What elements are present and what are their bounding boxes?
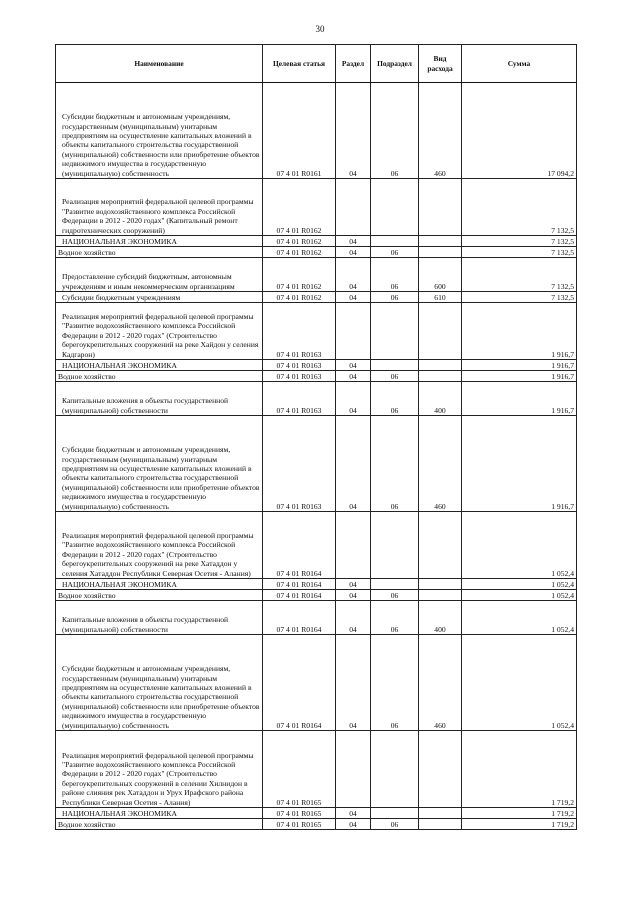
row-target-article: 07 4 01 R0162 <box>263 258 336 292</box>
row-section: 04 <box>336 819 371 830</box>
row-section: 04 <box>336 416 371 512</box>
header-name: Наименование <box>56 45 263 83</box>
row-amount: 7 132,5 <box>462 258 577 292</box>
row-section: 04 <box>336 258 371 292</box>
row-target-article: 07 4 01 R0164 <box>263 635 336 731</box>
row-expense-type: 610 <box>419 292 462 303</box>
row-subsection <box>371 579 419 590</box>
row-name: Водное хозяйство <box>56 590 263 601</box>
row-section: 04 <box>336 292 371 303</box>
table-row <box>56 819 577 830</box>
table-row <box>56 83 577 179</box>
table-row <box>56 808 577 819</box>
row-name: Реализация мероприятий федеральной целевой программы "Развитие водохозяйственного комплекса Российской Федерации в 2012 - 2020 годах" (Капитальный ремонт гидротехнических сооружений) <box>56 179 263 236</box>
table-row <box>56 416 577 512</box>
row-section: 04 <box>336 382 371 416</box>
row-subsection: 06 <box>371 382 419 416</box>
row-name: Реализация мероприятий федеральной целевой программы "Развитие водохозяйственного комплекса Российской Федерации в 2012 - 2020 годах" (Строительство берегоукрепительных сооружений на реке Хатаддон у селения Хатаддон Республики Северная Осетия - Алания) <box>56 512 263 579</box>
row-subsection <box>371 236 419 247</box>
row-target-article: 07 4 01 R0163 <box>263 360 336 371</box>
row-section <box>336 731 371 808</box>
row-amount: 1 719,2 <box>462 808 577 819</box>
row-name: НАЦИОНАЛЬНАЯ ЭКОНОМИКА <box>56 236 263 247</box>
row-name: Водное хозяйство <box>56 819 263 830</box>
row-section: 04 <box>336 601 371 635</box>
row-subsection: 06 <box>371 819 419 830</box>
row-name: Водное хозяйство <box>56 247 263 258</box>
header-target-article: Целевая статья <box>263 45 336 83</box>
row-subsection: 06 <box>371 247 419 258</box>
page-number: 30 <box>315 24 325 34</box>
row-target-article: 07 4 01 R0165 <box>263 808 336 819</box>
row-subsection: 06 <box>371 371 419 382</box>
row-name: Водное хозяйство <box>56 371 263 382</box>
row-name: Субсидии бюджетным и автономным учреждениям, государственным (муниципальным) унитарным предприятиям на осуществление капитальных вложений в объекты капитального строительства государственной (муниципальной) собственности или приобретение объектов недвижимого имущества в государственную (муниципальную) собственность <box>56 416 263 512</box>
table-row <box>56 360 577 371</box>
row-amount: 1 052,4 <box>462 601 577 635</box>
header-section: Раздел <box>336 45 371 83</box>
row-target-article: 07 4 01 R0162 <box>263 247 336 258</box>
row-section: 04 <box>336 83 371 179</box>
row-amount: 1 052,4 <box>462 512 577 579</box>
row-section: 04 <box>336 247 371 258</box>
table-row <box>56 731 577 808</box>
row-expense-type <box>419 819 462 830</box>
row-target-article: 07 4 01 R0163 <box>263 416 336 512</box>
row-expense-type <box>419 179 462 236</box>
row-amount: 1 719,2 <box>462 731 577 808</box>
row-section: 04 <box>336 635 371 731</box>
row-amount: 1 719,2 <box>462 819 577 830</box>
table-row <box>56 635 577 731</box>
row-name: Капитальные вложения в объекты государственной (муниципальной) собственности <box>56 601 263 635</box>
header-expense-type: Вид расхода <box>419 45 462 83</box>
row-expense-type <box>419 590 462 601</box>
row-section: 04 <box>336 236 371 247</box>
row-amount: 1 916,7 <box>462 360 577 371</box>
row-subsection <box>371 808 419 819</box>
table-row <box>56 258 577 292</box>
row-expense-type <box>419 808 462 819</box>
row-target-article: 07 4 01 R0162 <box>263 292 336 303</box>
row-section: 04 <box>336 808 371 819</box>
row-subsection: 06 <box>371 601 419 635</box>
row-amount: 1 052,4 <box>462 579 577 590</box>
row-name: Субсидии бюджетным и автономным учреждениям, государственным (муниципальным) унитарным предприятиям на осуществление капитальных вложений в объекты капитального строительства государственной (муниципальной) собственности или приобретение объектов недвижимого имущества в государственную (муниципальную) собственность <box>56 635 263 731</box>
row-subsection <box>371 731 419 808</box>
row-name: НАЦИОНАЛЬНАЯ ЭКОНОМИКА <box>56 579 263 590</box>
table-row <box>56 512 577 579</box>
row-subsection <box>371 512 419 579</box>
row-amount: 7 132,5 <box>462 247 577 258</box>
row-name: Предоставление субсидий бюджетным, автономным учреждениям и иным некоммерческим организациям <box>56 258 263 292</box>
header-amount: Сумма <box>462 45 577 83</box>
row-name: Субсидии бюджетным и автономным учреждениям, государственным (муниципальным) унитарным предприятиям на осуществление капитальных вложений в объекты капитального строительства государственной (муниципальной) собственности или приобретение объектов недвижимого имущества в государственную (муниципальную) собственность <box>56 83 263 179</box>
row-expense-type: 460 <box>419 635 462 731</box>
row-amount: 1 052,4 <box>462 590 577 601</box>
table-row <box>56 371 577 382</box>
table-row <box>56 303 577 360</box>
header-subsection: Подраздел <box>371 45 419 83</box>
table-row <box>56 179 577 236</box>
row-name: Субсидии бюджетным учреждениям <box>56 292 263 303</box>
row-subsection <box>371 179 419 236</box>
row-amount: 1 916,7 <box>462 382 577 416</box>
row-expense-type <box>419 512 462 579</box>
row-subsection: 06 <box>371 590 419 601</box>
row-expense-type <box>419 360 462 371</box>
row-target-article: 07 4 01 R0165 <box>263 731 336 808</box>
row-expense-type: 460 <box>419 83 462 179</box>
row-section: 04 <box>336 590 371 601</box>
row-subsection: 06 <box>371 258 419 292</box>
row-amount: 1 916,7 <box>462 303 577 360</box>
row-target-article: 07 4 01 R0162 <box>263 236 336 247</box>
row-expense-type <box>419 236 462 247</box>
table-row <box>56 292 577 303</box>
row-target-article: 07 4 01 R0161 <box>263 83 336 179</box>
budget-table <box>55 44 577 830</box>
row-expense-type <box>419 371 462 382</box>
row-amount: 1 916,7 <box>462 416 577 512</box>
row-amount: 7 132,5 <box>462 292 577 303</box>
table-row <box>56 601 577 635</box>
row-target-article: 07 4 01 R0164 <box>263 579 336 590</box>
row-name: Капитальные вложения в объекты государственной (муниципальной) собственности <box>56 382 263 416</box>
row-amount: 17 094,2 <box>462 83 577 179</box>
row-expense-type <box>419 247 462 258</box>
row-subsection: 06 <box>371 416 419 512</box>
row-target-article: 07 4 01 R0163 <box>263 371 336 382</box>
row-amount: 7 132,5 <box>462 179 577 236</box>
row-subsection <box>371 360 419 371</box>
row-target-article: 07 4 01 R0162 <box>263 179 336 236</box>
table-row <box>56 247 577 258</box>
row-expense-type: 460 <box>419 416 462 512</box>
row-subsection <box>371 303 419 360</box>
row-amount: 7 132,5 <box>462 236 577 247</box>
row-expense-type <box>419 731 462 808</box>
row-subsection: 06 <box>371 292 419 303</box>
row-section: 04 <box>336 360 371 371</box>
row-target-article: 07 4 01 R0164 <box>263 590 336 601</box>
row-section: 04 <box>336 579 371 590</box>
table-header-row <box>56 45 577 83</box>
table-row <box>56 382 577 416</box>
row-target-article: 07 4 01 R0164 <box>263 512 336 579</box>
row-expense-type: 400 <box>419 382 462 416</box>
row-amount: 1 052,4 <box>462 635 577 731</box>
row-expense-type: 400 <box>419 601 462 635</box>
row-target-article: 07 4 01 R0165 <box>263 819 336 830</box>
row-section <box>336 512 371 579</box>
row-target-article: 07 4 01 R0163 <box>263 303 336 360</box>
table-row <box>56 236 577 247</box>
row-section <box>336 303 371 360</box>
row-name: НАЦИОНАЛЬНАЯ ЭКОНОМИКА <box>56 360 263 371</box>
row-section: 04 <box>336 371 371 382</box>
row-target-article: 07 4 01 R0164 <box>263 601 336 635</box>
row-target-article: 07 4 01 R0163 <box>263 382 336 416</box>
row-section <box>336 179 371 236</box>
row-expense-type: 600 <box>419 258 462 292</box>
row-amount: 1 916,7 <box>462 371 577 382</box>
row-name: Реализация мероприятий федеральной целевой программы "Развитие водохозяйственного комплекса Российской Федерации в 2012 - 2020 годах" (Строительство берегоукрепительных сооружений на реке Хайдон у селения Кадгарон) <box>56 303 263 360</box>
row-name: Реализация мероприятий федеральной целевой программы "Развитие водохозяйственного комплекса Российской Федерации в 2012 - 2020 годах" (Строительство берегоукрепительных сооружений в селении Хилнидон в районе слияния рек Хатаддон и Урух Ирафского района Республики Северная Осетия - Алания) <box>56 731 263 808</box>
row-subsection: 06 <box>371 635 419 731</box>
table-row <box>56 579 577 590</box>
row-expense-type <box>419 303 462 360</box>
row-name: НАЦИОНАЛЬНАЯ ЭКОНОМИКА <box>56 808 263 819</box>
table-row <box>56 590 577 601</box>
row-expense-type <box>419 579 462 590</box>
row-subsection: 06 <box>371 83 419 179</box>
